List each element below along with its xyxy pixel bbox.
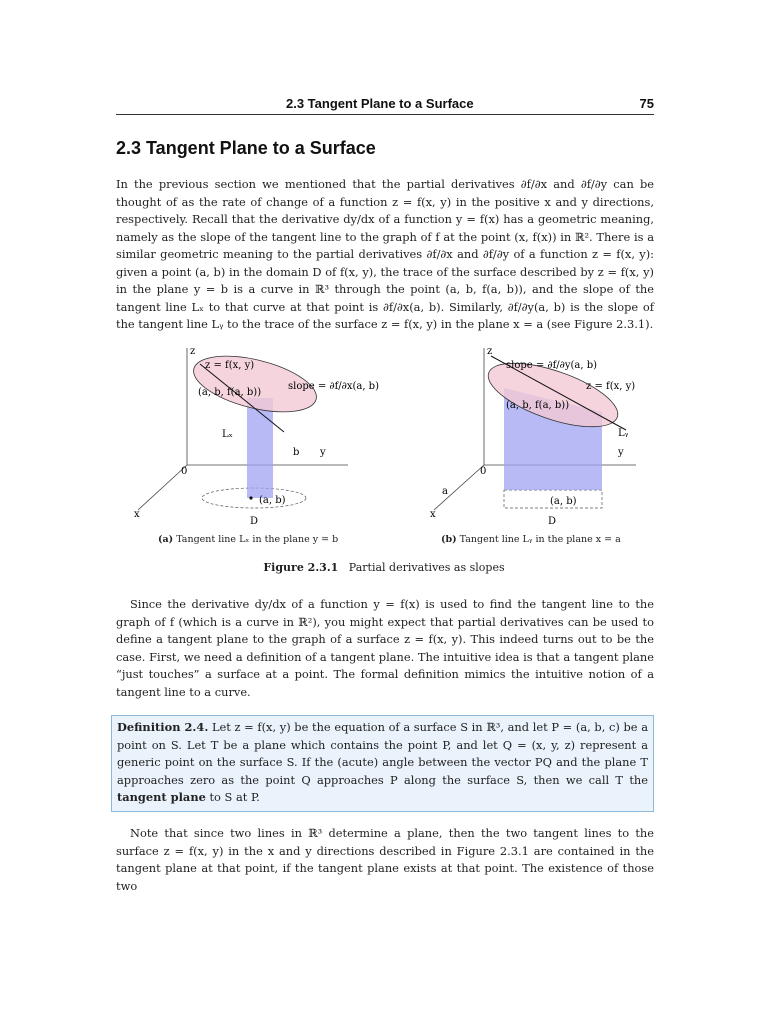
panel-a-slope-label: slope = ∂f/∂x(a, b) (288, 381, 379, 392)
definition-box (111, 715, 654, 812)
definition-label: Definition 2.4. (117, 720, 209, 734)
panel-a-y-label: y (320, 447, 326, 458)
panel-a-domain-point-label: (a, b) (259, 495, 286, 506)
panel-b-domain-point-label: (a, b) (550, 496, 577, 507)
panel-a-caption-text: Tangent line Lₓ in the plane y = b (176, 534, 339, 545)
definition-term: tangent plane (117, 790, 206, 804)
panel-b-caption (441, 534, 621, 545)
figure-caption-text: Partial derivatives as slopes (348, 561, 505, 574)
panel-a-origin-label: 0 (181, 466, 188, 477)
panel-a-domain-label: D (250, 516, 259, 527)
panel-b-surface-label: z = f(x, y) (586, 381, 636, 392)
panel-a-line-label: Lₓ (222, 429, 233, 440)
panel-a-x-label: x (134, 509, 140, 520)
panel-b-caption-tag: (b) (441, 534, 457, 545)
panel-b-y-label: y (618, 447, 624, 458)
panel-b-line-label: Lᵧ (618, 428, 629, 439)
figure-caption (0, 561, 768, 574)
page-number: 75 (639, 96, 654, 111)
running-head-title: 2.3 Tangent Plane to a Surface (286, 96, 474, 111)
panel-b-caption-text: Tangent line Lᵧ in the plane x = a (459, 534, 621, 545)
panel-a-caption (158, 534, 338, 545)
panel-b-a-label: a (442, 486, 448, 497)
section-title: 2.3 Tangent Plane to a Surface (116, 138, 376, 158)
panel-b (430, 346, 636, 527)
closing-paragraph: Note that since two lines in ℝ³ determine a plane, then the two tangent lines to the surface z = f(x, y) in the x and y directions described in Figure 2.3.1 are contained in the tangent plane at that point, if the tangent plane exists at that point. The existence of those two (116, 826, 654, 893)
panel-a-z-label: z (190, 346, 196, 357)
panel-b-domain-label: D (548, 516, 557, 527)
panel-a-point-label: (a, b, f(a, b)) (198, 387, 262, 398)
panel-a (134, 345, 379, 527)
panel-b-z-label: z (487, 346, 493, 357)
panel-a-surface-label: z = f(x, y) (205, 360, 255, 371)
figure-2-3-1 (116, 340, 656, 530)
panel-b-x-label: x (430, 509, 436, 520)
panel-b-point-label: (a, b, f(a, b)) (506, 400, 570, 411)
intro-paragraph: In the previous section we mentioned that the partial derivatives ∂f/∂x and ∂f/∂y can be thought of as the rate of change of a function z = f(x, y) in the positive x and y directions, respectively. Recall that the derivative dy/dx of a function y = f(x) has a geometric meaning, namely as the slope of the tangent line to the graph of f at the point (x, f(x)) in ℝ². There is a similar geometric meaning to the partial derivatives ∂f/∂x and ∂f/∂y of a function z = f(x, y): given a point (a, b) in the domain D of f(x, y), the trace of the surface described by z = f(x, y) in the plane y = b is a curve in ℝ³ through the point (a, b, f(a, b)), and the slope of the tangent line Lₓ to that curve at that point is ∂f/∂x(a, b). Similarly, ∂f/∂y(a, b) is the slope of the tangent line Lᵧ to the trace of the surface z = f(x, y) in the plane x = a (see Figure 2.3.1). (116, 177, 654, 331)
definition-body: Let z = f(x, y) be the equation of a surface S in ℝ³, and let P = (a, b, c) be a point on S. Let T be a plane which contains the point P, and let Q = (x, y, z) represent a generic point on the surface S. If the (acute) angle between the vector PQ and the plane T approaches zero as the point Q approaches P along the surface S, then we call T the (117, 720, 648, 787)
panel-a-b-label: b (293, 447, 300, 458)
panel-a-caption-tag: (a) (158, 534, 174, 545)
definition-tail: to S at P. (209, 790, 260, 804)
tangent-plane-paragraph: Since the derivative dy/dx of a function y = f(x) is used to find the tangent line to the graph of f (which is a curve in ℝ²), you might expect that partial derivatives can be used to define a tangent plane to the graph of a surface z = f(x, y). This indeed turns out to be the case. First, we need a definition of a tangent plane. The intuitive idea is that a tangent plane “just touches” a surface at a point. The formal definition mimics the intuitive notion of a tangent line to a curve. (116, 597, 654, 699)
panel-b-slope-label: slope = ∂f/∂y(a, b) (506, 360, 597, 371)
panel-b-origin-label: 0 (480, 466, 487, 477)
running-head (116, 92, 654, 115)
figure-caption-label: Figure 2.3.1 (263, 561, 339, 574)
